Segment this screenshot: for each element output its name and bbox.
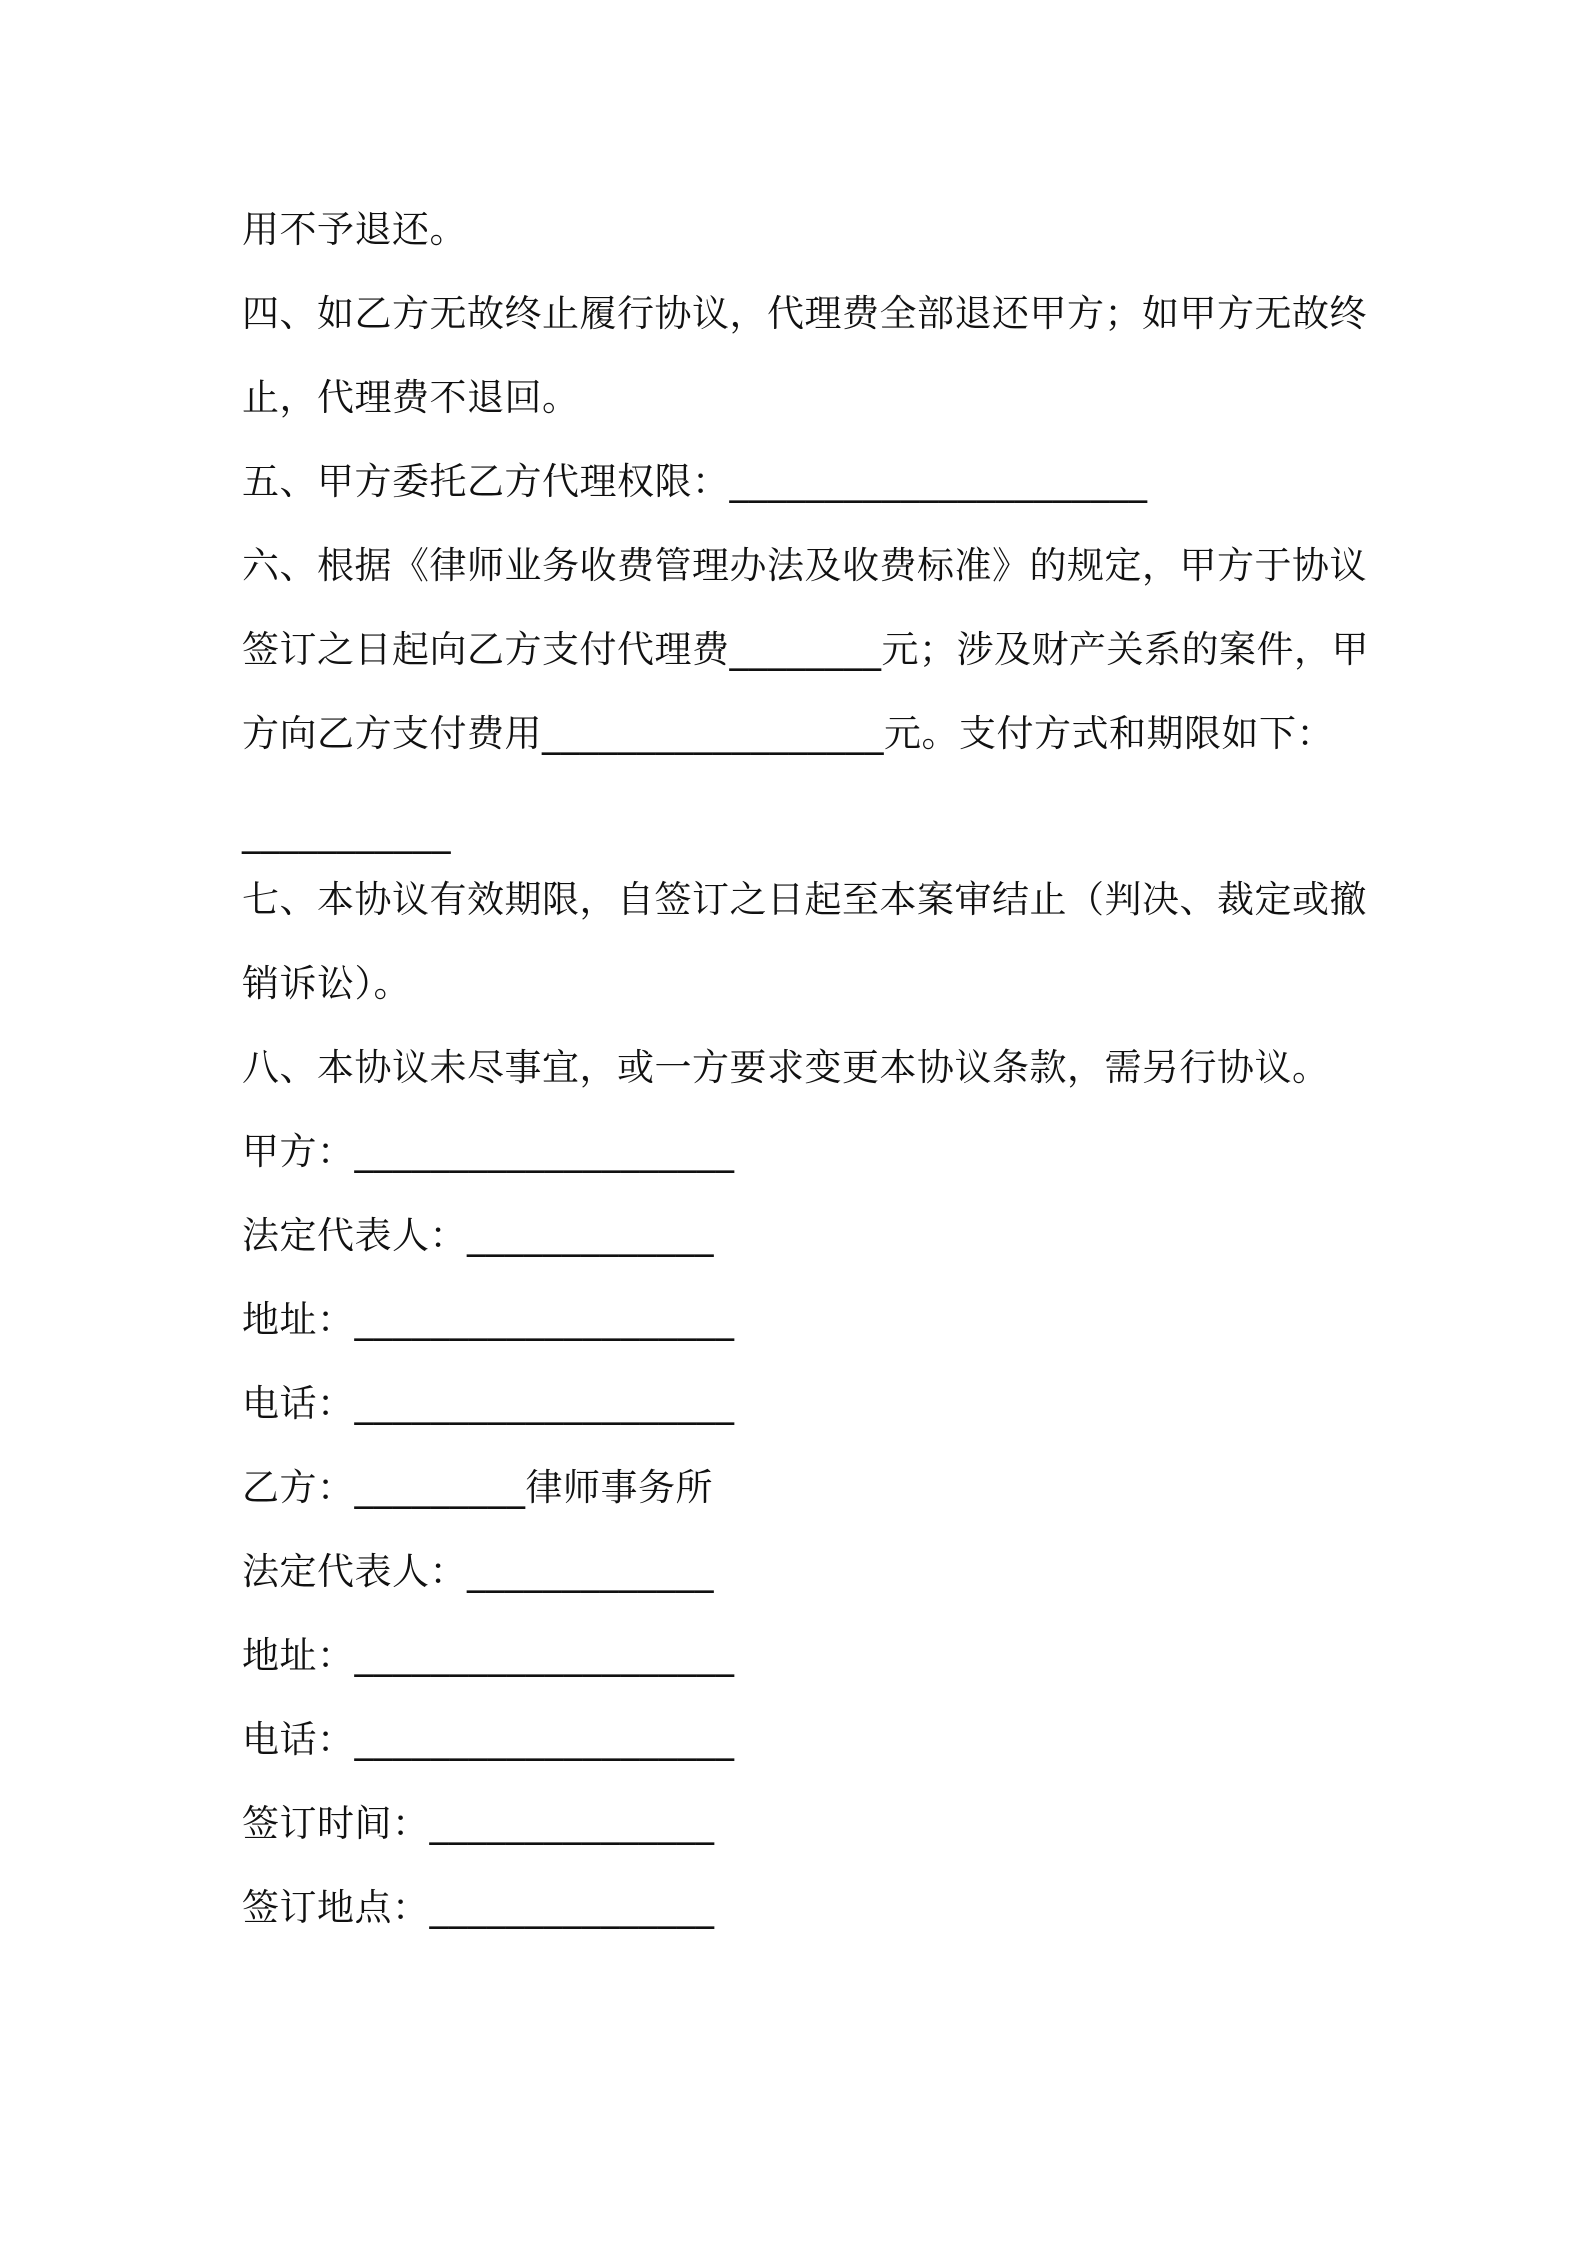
party-a-legal-representative: 法定代表人：_____________ xyxy=(242,1214,714,1257)
signing-time: 签订时间：_______________ xyxy=(242,1802,715,1845)
signing-place: 签订地点：_______________ xyxy=(242,1886,715,1929)
clause-6-line-1: 六、根据《律师业务收费管理办法及收费标准》的规定，甲方于协议 xyxy=(242,544,1367,587)
party-b-phone: 电话：____________________ xyxy=(242,1718,735,1761)
clause-3-continuation: 用不予退还。 xyxy=(242,208,467,251)
clause-4-line-1: 四、如乙方无故终止履行协议，代理费全部退还甲方；如甲方无故终 xyxy=(242,292,1367,335)
party-b-address: 地址：____________________ xyxy=(242,1634,735,1677)
party-a-phone: 电话：____________________ xyxy=(242,1382,735,1425)
clause-6-payment-blank: ___________ xyxy=(242,811,451,854)
clause-7-line-2: 销诉讼）。 xyxy=(242,962,411,1005)
clause-7-line-1: 七、本协议有效期限，自签订之日起至本案审结止（判决、裁定或撤 xyxy=(242,878,1367,921)
clause-6-line-2: 签订之日起向乙方支付代理费________元；涉及财产关系的案件，甲 xyxy=(242,628,1369,671)
party-a-name: 甲方：____________________ xyxy=(242,1130,735,1173)
clause-6-line-3: 方向乙方支付费用__________________元。支付方式和期限如下： xyxy=(242,712,1334,755)
party-b-legal-representative: 法定代表人：_____________ xyxy=(242,1550,714,1593)
party-b-name: 乙方：_________律师事务所 xyxy=(242,1466,713,1509)
clause-5-agency-authority: 五、甲方委托乙方代理权限：______________________ xyxy=(242,460,1148,503)
clause-4-line-2: 止，代理费不退回。 xyxy=(242,376,580,419)
party-a-address: 地址：____________________ xyxy=(242,1298,735,1341)
clause-8: 八、本协议未尽事宜，或一方要求变更本协议条款，需另行协议。 xyxy=(242,1046,1330,1089)
